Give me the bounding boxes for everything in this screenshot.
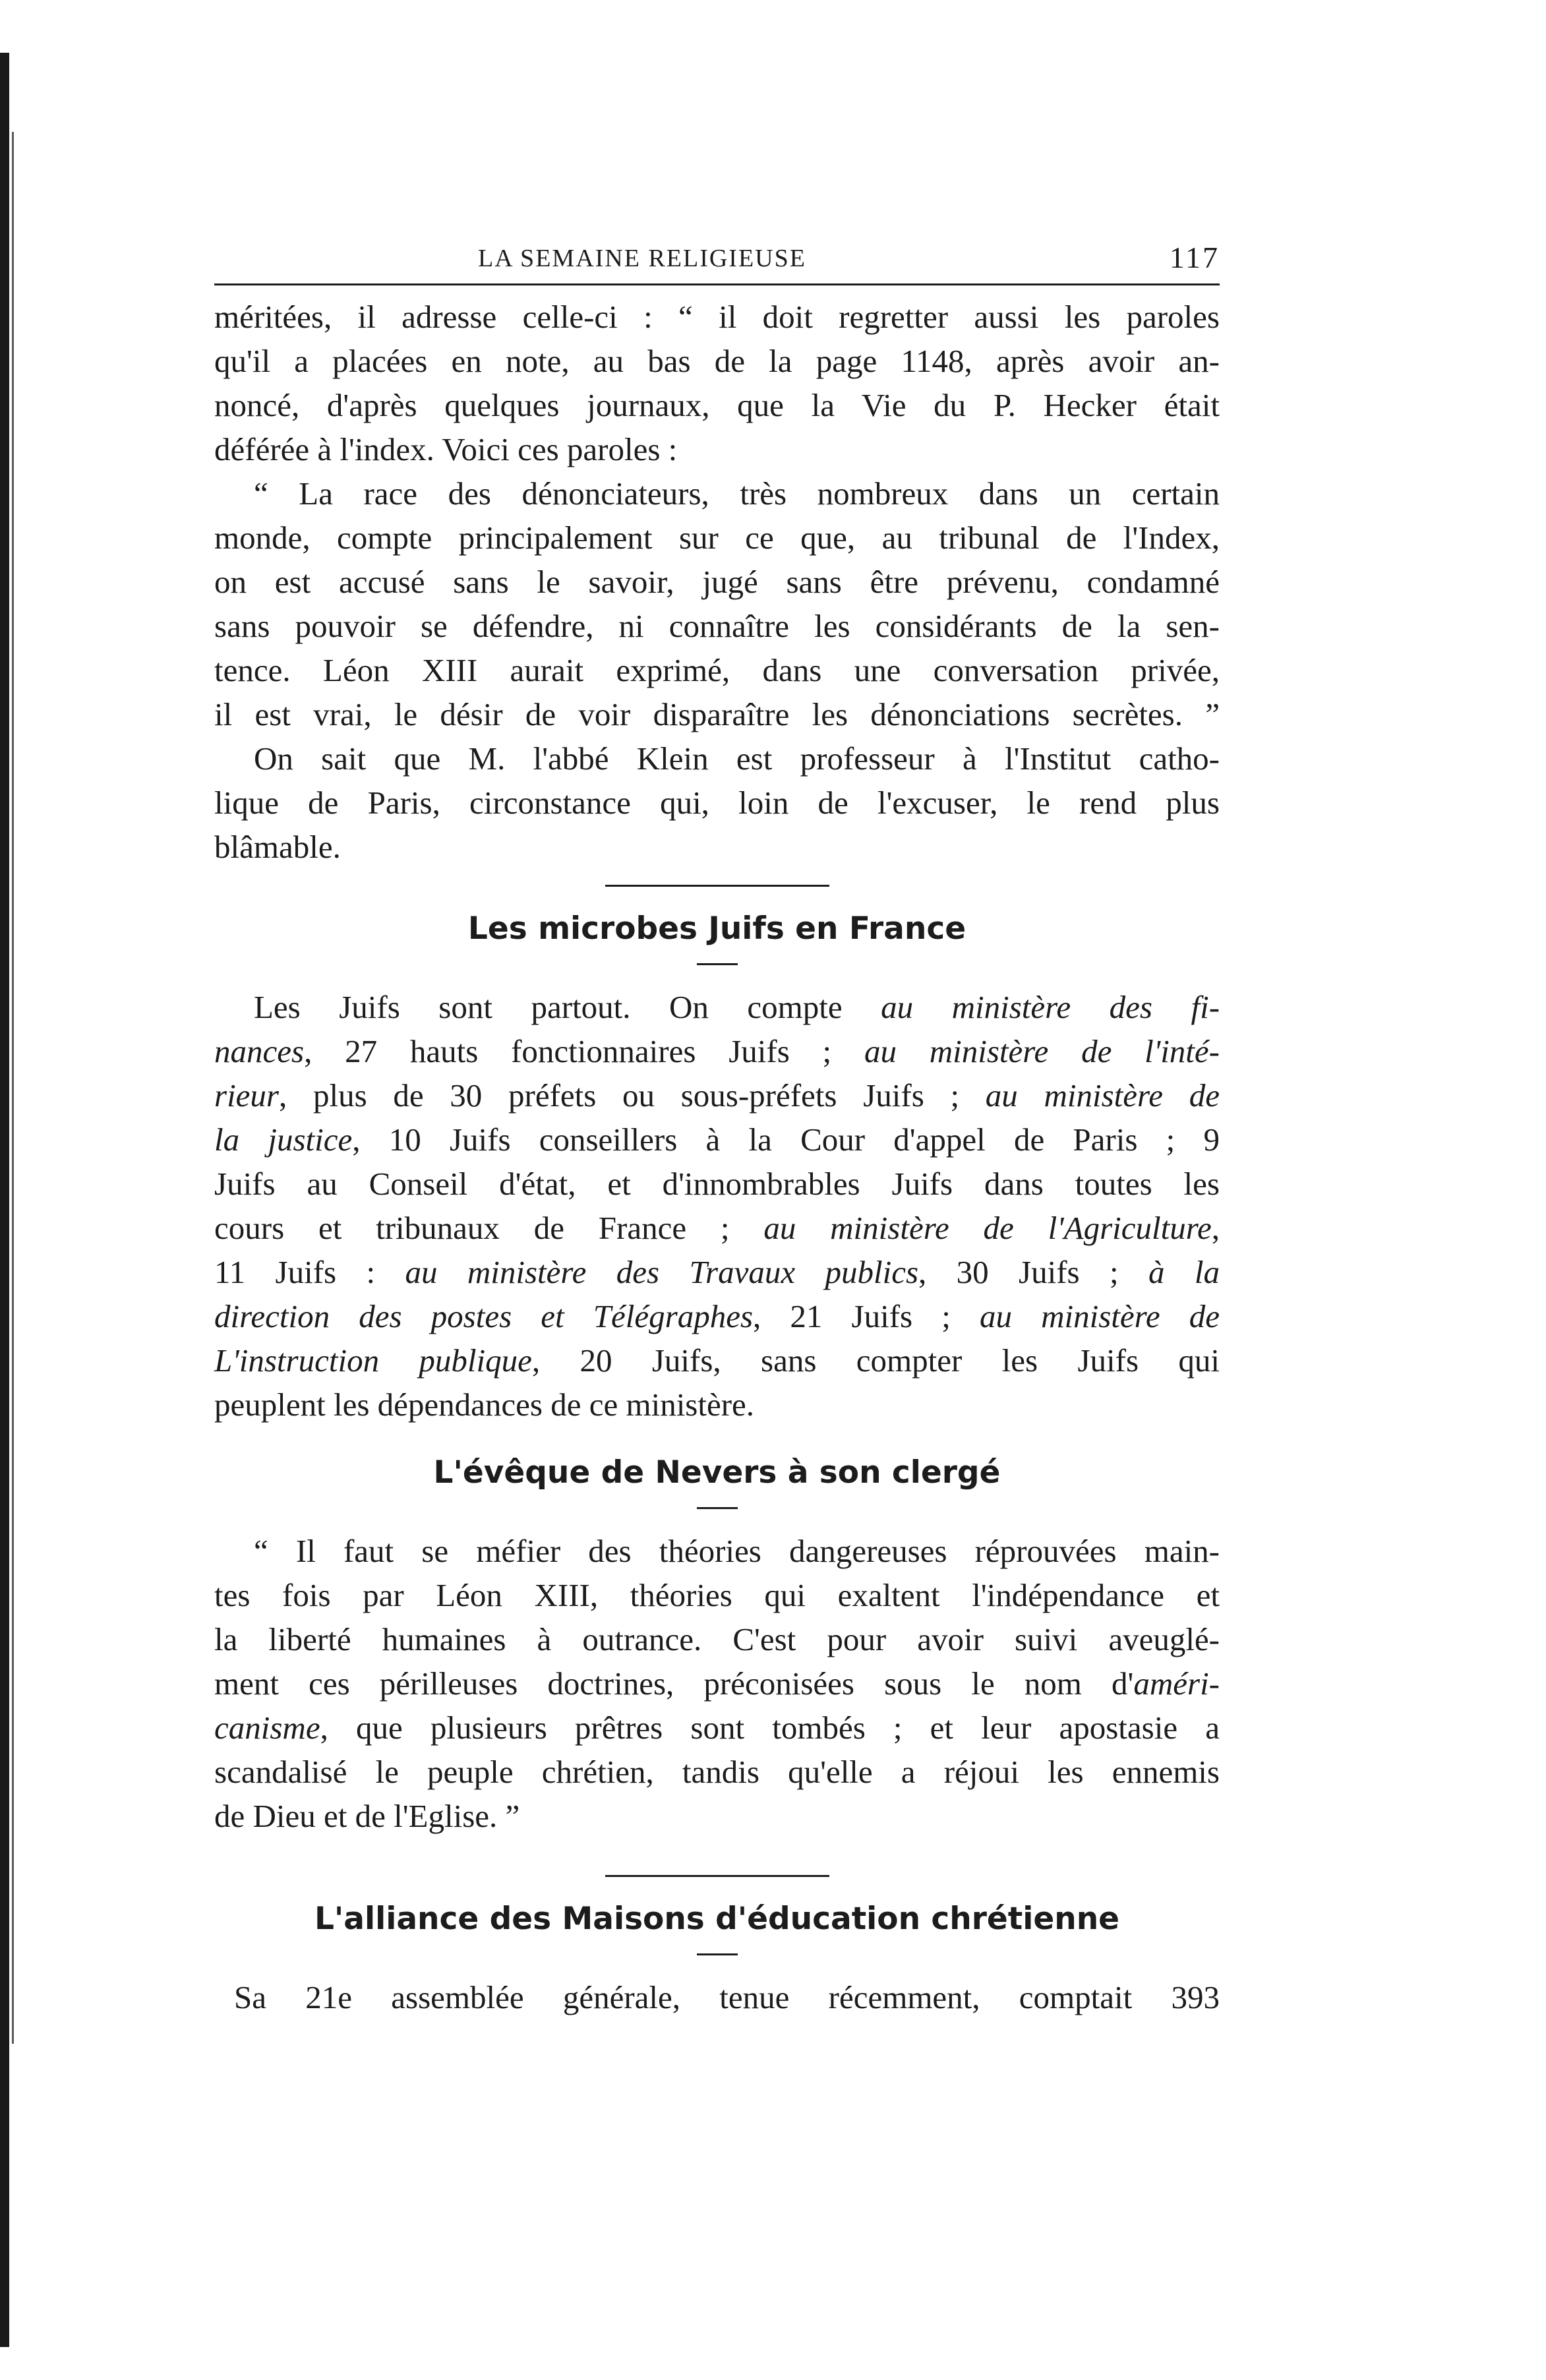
section-heading: L'alliance des Maisons d'éducation chrétienne bbox=[314, 1901, 1120, 1937]
text-line: on est accusé sans le savoir, jugé sans être prévenu, condamné bbox=[214, 564, 1220, 600]
header-rule bbox=[214, 283, 1220, 285]
text-line: “ Il faut se méfier des théories dangereuses réprouvées main- bbox=[254, 1533, 1220, 1569]
text-line: tence. Léon XIII aurait exprimé, dans une conversation privée, bbox=[214, 652, 1220, 688]
text-line: la justice, 10 Juifs conseillers à la Cour d'appel de Paris ; 9 bbox=[214, 1121, 1220, 1158]
text-line: ment ces périlleuses doctrines, préconisées sous le nom d'améri- bbox=[214, 1665, 1220, 1702]
text-line: cours et tribunaux de France ; au ministère de l'Agriculture, bbox=[214, 1210, 1220, 1246]
running-head bbox=[214, 237, 1220, 283]
text-line: Juifs au Conseil d'état, et d'innombrables Juifs dans toutes les bbox=[214, 1166, 1220, 1202]
text-line: Les Juifs sont partout. On compte au ministère des fi- bbox=[254, 989, 1220, 1025]
text-line: On sait que M. l'abbé Klein est professeur à l'Institut catho- bbox=[254, 740, 1220, 777]
text-line: la liberté humaines à outrance. C'est pour avoir suivi aveuglé- bbox=[214, 1621, 1220, 1657]
text-line: noncé, d'après quelques journaux, que la Vie du P. Hecker était bbox=[214, 387, 1220, 423]
section-heading: Les microbes Juifs en France bbox=[467, 910, 966, 947]
running-title: LA SEMAINE RELIGIEUSE bbox=[478, 245, 806, 272]
text-line: 11 Juifs : au ministère des Travaux publics, 30 Juifs ; à la bbox=[214, 1254, 1220, 1290]
text-line: tes fois par Léon XIII, théories qui exaltent l'indépendance et bbox=[214, 1577, 1220, 1613]
binding-edge bbox=[0, 53, 9, 2347]
section3-paragraph bbox=[214, 1975, 1220, 2019]
binding-shadow bbox=[12, 132, 14, 2044]
text-line: L'instruction publique, 20 Juifs, sans compter les Juifs qui bbox=[214, 1342, 1220, 1379]
text-line: rieur, plus de 30 préfets ou sous-préfets Juifs ; au ministère de bbox=[214, 1077, 1220, 1114]
text-line: lique de Paris, circonstance qui, loin de l'excuser, le rend plus bbox=[214, 785, 1220, 821]
text-line: sans pouvoir se défendre, ni connaître les considérants de la sen- bbox=[214, 608, 1220, 644]
heading-dash bbox=[697, 963, 738, 965]
text-line: scandalisé le peuple chrétien, tandis qu'elle a réjoui les ennemis bbox=[214, 1754, 1220, 1790]
text-line: canisme, que plusieurs prêtres sont tombés ; et leur apostasie a bbox=[214, 1710, 1220, 1746]
page bbox=[214, 237, 1220, 2019]
text-line: déférée à l'index. Voici ces paroles : bbox=[214, 431, 678, 467]
heading-dash bbox=[697, 1507, 738, 1509]
text-line: direction des postes et Télégraphes, 21 Juifs ; au ministère de bbox=[214, 1298, 1220, 1334]
text-line: peuplent les dépendances de ce ministère. bbox=[214, 1386, 755, 1423]
text-line: monde, compte principalement sur ce que, au tribunal de l'Index, bbox=[214, 520, 1220, 556]
section-separator bbox=[605, 885, 829, 887]
heading-dash bbox=[697, 1953, 738, 1955]
text-line: il est vrai, le désir de voir disparaître les dénonciations secrètes. ” bbox=[214, 696, 1220, 732]
text-line: blâmable. bbox=[214, 829, 341, 865]
page-number: 117 bbox=[1169, 241, 1220, 274]
section-heading: L'évêque de Nevers à son clergé bbox=[433, 1454, 1001, 1491]
intro-paragraph bbox=[214, 295, 1220, 869]
text-line: “ La race des dénonciateurs, très nombreux dans un certain bbox=[254, 475, 1220, 512]
section-separator bbox=[605, 1875, 829, 1877]
text-line: qu'il a placées en note, au bas de la page 1148, après avoir an- bbox=[214, 343, 1220, 379]
section1-paragraph bbox=[214, 985, 1220, 1427]
section2-paragraph bbox=[214, 1529, 1220, 1838]
text-line: Sa 21e assemblée générale, tenue récemment, comptait 393 bbox=[234, 1979, 1220, 2015]
text-line: nances, 27 hauts fonctionnaires Juifs ; au ministère de l'inté- bbox=[214, 1033, 1220, 1069]
text-line: de Dieu et de l'Eglise. ” bbox=[214, 1798, 520, 1834]
text-line: méritées, il adresse celle-ci : “ il doit regretter aussi les paroles bbox=[214, 299, 1220, 335]
